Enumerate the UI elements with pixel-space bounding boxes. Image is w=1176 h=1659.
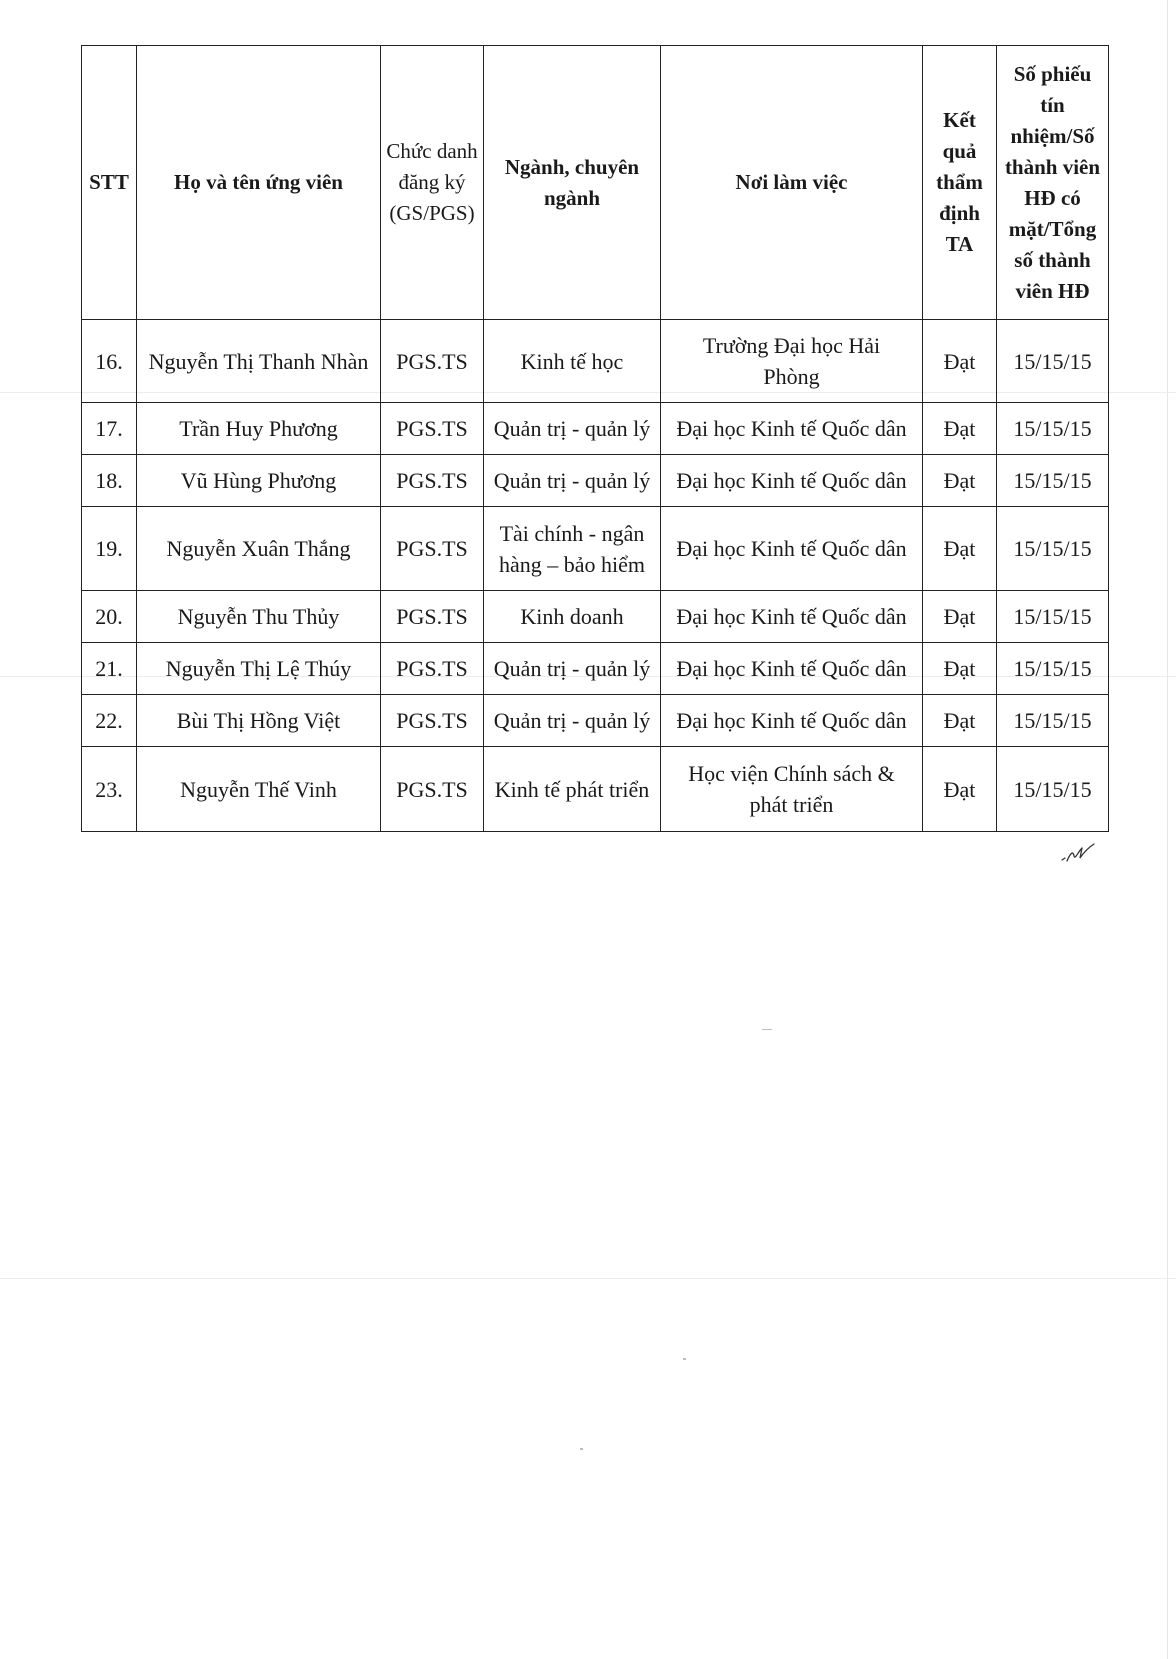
cell-workplace: Đại học Kinh tế Quốc dân xyxy=(661,643,923,695)
table-row xyxy=(82,403,1109,455)
header-votes: Số phiếu tín nhiệm/Số thành viên HĐ có mặt/Tổng số thành viên HĐ xyxy=(997,46,1109,320)
scan-artifact-line xyxy=(0,1278,1176,1279)
cell-workplace: Đại học Kinh tế Quốc dân xyxy=(661,507,923,591)
cell-name: Vũ Hùng Phương xyxy=(137,455,381,507)
cell-result: Đạt xyxy=(923,591,997,643)
cell-field: Tài chính - ngân hàng – bảo hiểm xyxy=(484,507,661,591)
scan-speck xyxy=(762,1029,772,1030)
cell-name: Nguyễn Thế Vinh xyxy=(137,747,381,832)
scan-speck xyxy=(580,1448,583,1450)
cell-stt: 19. xyxy=(82,507,137,591)
table-row xyxy=(82,695,1109,747)
table-row xyxy=(82,747,1109,832)
header-title: Chức danh đăng ký (GS/PGS) xyxy=(381,46,484,320)
cell-field: Quản trị - quản lý xyxy=(484,643,661,695)
header-row xyxy=(82,46,1109,320)
cell-votes: 15/15/15 xyxy=(997,507,1109,591)
cell-result: Đạt xyxy=(923,455,997,507)
cell-title: PGS.TS xyxy=(381,695,484,747)
cell-field: Quản trị - quản lý xyxy=(484,695,661,747)
header-result: Kết quả thẩm định TA xyxy=(923,46,997,320)
header-name: Họ và tên ứng viên xyxy=(137,46,381,320)
cell-workplace: Đại học Kinh tế Quốc dân xyxy=(661,695,923,747)
cell-stt: 23. xyxy=(82,747,137,832)
cell-votes: 15/15/15 xyxy=(997,403,1109,455)
scan-speck xyxy=(683,1358,686,1360)
cell-stt: 17. xyxy=(82,403,137,455)
cell-result: Đạt xyxy=(923,403,997,455)
cell-stt: 16. xyxy=(82,320,137,403)
cell-workplace: Đại học Kinh tế Quốc dân xyxy=(661,591,923,643)
header-workplace: Nơi làm việc xyxy=(661,46,923,320)
initial-mark xyxy=(1060,842,1096,864)
cell-votes: 15/15/15 xyxy=(997,320,1109,403)
cell-votes: 15/15/15 xyxy=(997,591,1109,643)
cell-result: Đạt xyxy=(923,747,997,832)
cell-name: Nguyễn Thị Thanh Nhàn xyxy=(137,320,381,403)
cell-name: Nguyễn Xuân Thắng xyxy=(137,507,381,591)
cell-name: Bùi Thị Hồng Việt xyxy=(137,695,381,747)
cell-votes: 15/15/15 xyxy=(997,643,1109,695)
cell-title: PGS.TS xyxy=(381,507,484,591)
cell-result: Đạt xyxy=(923,695,997,747)
cell-title: PGS.TS xyxy=(381,455,484,507)
cell-field: Kinh tế phát triển xyxy=(484,747,661,832)
cell-workplace: Đại học Kinh tế Quốc dân xyxy=(661,403,923,455)
cell-name: Nguyễn Thị Lệ Thúy xyxy=(137,643,381,695)
cell-stt: 21. xyxy=(82,643,137,695)
cell-name: Trần Huy Phương xyxy=(137,403,381,455)
table-row xyxy=(82,455,1109,507)
cell-votes: 15/15/15 xyxy=(997,455,1109,507)
cell-workplace: Đại học Kinh tế Quốc dân xyxy=(661,455,923,507)
cell-result: Đạt xyxy=(923,320,997,403)
header-field: Ngành, chuyên ngành xyxy=(484,46,661,320)
cell-field: Quản trị - quản lý xyxy=(484,403,661,455)
cell-title: PGS.TS xyxy=(381,403,484,455)
page-edge xyxy=(1167,0,1168,1659)
cell-stt: 20. xyxy=(82,591,137,643)
cell-title: PGS.TS xyxy=(381,591,484,643)
table-row xyxy=(82,591,1109,643)
cell-field: Kinh doanh xyxy=(484,591,661,643)
cell-votes: 15/15/15 xyxy=(997,695,1109,747)
table-row xyxy=(82,320,1109,403)
cell-result: Đạt xyxy=(923,507,997,591)
cell-field: Kinh tế học xyxy=(484,320,661,403)
cell-title: PGS.TS xyxy=(381,643,484,695)
cell-stt: 18. xyxy=(82,455,137,507)
candidate-table xyxy=(81,45,1109,832)
cell-title: PGS.TS xyxy=(381,320,484,403)
cell-result: Đạt xyxy=(923,643,997,695)
cell-votes: 15/15/15 xyxy=(997,747,1109,832)
cell-name: Nguyễn Thu Thủy xyxy=(137,591,381,643)
cell-workplace: Học viện Chính sách & phát triển xyxy=(661,747,923,832)
cell-stt: 22. xyxy=(82,695,137,747)
cell-workplace: Trường Đại học Hải Phòng xyxy=(661,320,923,403)
table-row xyxy=(82,507,1109,591)
table-row xyxy=(82,643,1109,695)
cell-field: Quản trị - quản lý xyxy=(484,455,661,507)
cell-title: PGS.TS xyxy=(381,747,484,832)
header-stt: STT xyxy=(82,46,137,320)
